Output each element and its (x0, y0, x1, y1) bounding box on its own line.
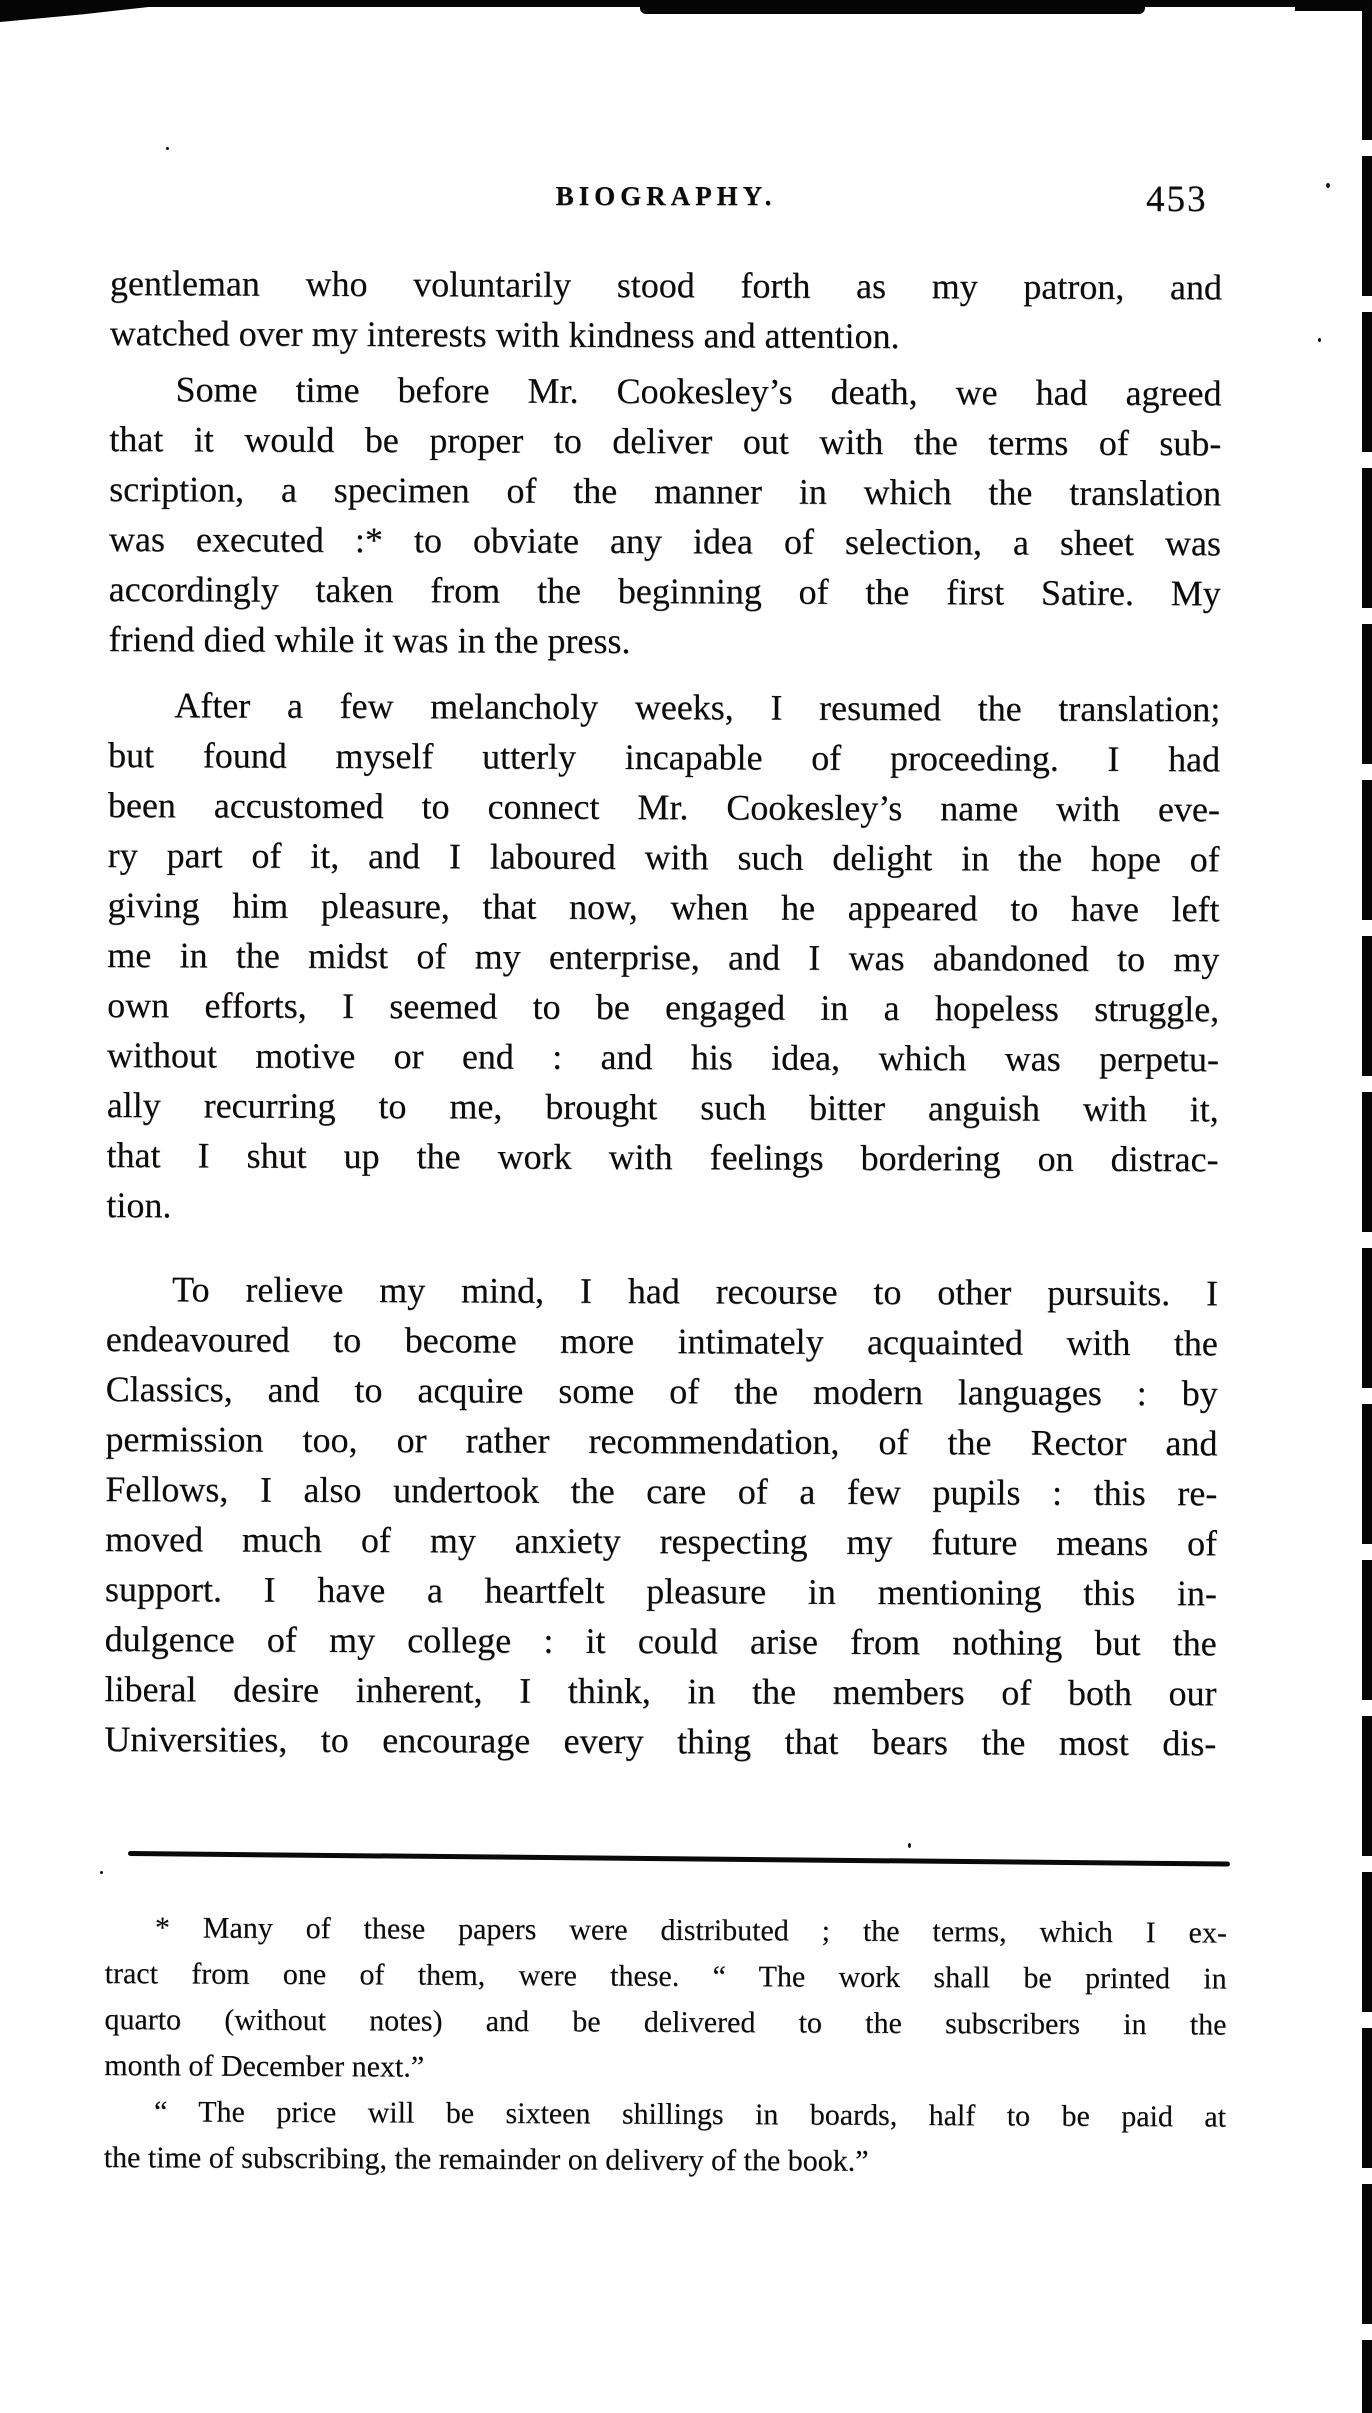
body-line: permission too, or rather recommendation, of the Rector and (105, 1418, 1218, 1464)
body-line: giving him pleasure, that now, when he appeared to have left (107, 884, 1220, 930)
body-line: gentleman who voluntarily stood forth as my patron, and (109, 262, 1222, 308)
ink-speck (908, 1843, 911, 1848)
paragraph (110, 258, 1222, 362)
body-line: own efforts, I seemed to be engaged in a hopeless struggle, (107, 984, 1220, 1030)
body-line: that it would be proper to deliver out with the terms of sub- (109, 418, 1222, 464)
footnote-paragraph (104, 1905, 1227, 2094)
body-line: support. I have a heartfelt pleasure in mentioning this in- (104, 1568, 1217, 1614)
footnote-line: “ The price will be sixteen shillings in boards, half to be paid at (153, 2095, 1227, 2134)
body-line: without motive or end : and his idea, which was perpetu- (106, 1034, 1220, 1080)
body-line: dulgence of my college : it could arise from nothing but the (104, 1618, 1217, 1664)
body-line: To relieve my mind, I had recourse to other pursuits. I (171, 1269, 1219, 1314)
ink-speck (1318, 338, 1321, 342)
body-line: Fellows, I also undertook the care of a few pupils : this re- (105, 1468, 1218, 1514)
footnote-line: the time of subscribing, the remainder on delivery of the book.” (103, 2140, 869, 2178)
ink-speck (166, 147, 169, 150)
body-line: but found myself utterly incapable of proceeding. I had (108, 734, 1221, 780)
body-line: scription, a specimen of the manner in which the translation (109, 468, 1222, 514)
body-line: ry part of it, and I laboured with such delight in the hope of (107, 834, 1220, 880)
footnote-line: * Many of these papers were distributed ; the terms, which I ex- (154, 1911, 1227, 1950)
footnote-line: quarto (without notes) and be delivered to the subscribers in the (104, 2002, 1227, 2042)
page-number: 453 (1146, 179, 1208, 220)
body-line: watched over my interests with kindness and attention. (109, 312, 900, 357)
body-line: Classics, and to acquire some of the modern languages : by (105, 1368, 1218, 1414)
body-line: moved much of my anxiety respecting my future means of (105, 1518, 1218, 1564)
scan-edge-top-right (1295, 0, 1372, 11)
body-line: was executed :* to obviate any idea of selection, a sheet was (108, 518, 1221, 564)
ink-speck (1326, 183, 1330, 188)
footnote-rule (128, 1851, 1230, 1867)
body-line: endeavoured to become more intimately acquainted with the (105, 1318, 1218, 1364)
scan-edge-right (1362, 0, 1372, 2413)
body-line: liberal desire inherent, I think, in the members of both our (104, 1668, 1217, 1714)
body-line: accordingly taken from the beginning of the first Satire. My (108, 568, 1221, 614)
body-line: been accustomed to connect Mr. Cookesley’s name with eve- (107, 784, 1220, 830)
body-line: me in the midst of my enterprise, and I was abandoned to my (107, 934, 1220, 980)
body-line: Some time before Mr. Cookesley’s death, we had agreed (175, 369, 1222, 414)
body-line: friend died while it was in the press. (108, 618, 631, 662)
paragraph (104, 1264, 1218, 1768)
body-line: ally recurring to me, brought such bitter anguish with it, (106, 1084, 1219, 1130)
footnote-line: tract from one of them, were these. “ The work shall be printed in (104, 1956, 1227, 1996)
footnote-line: month of December next.” (104, 2048, 425, 2084)
scan-edge-top-left (0, 0, 152, 22)
paragraph (108, 364, 1221, 668)
body-line: Universities, to encourage every thing that bears the most dis- (104, 1718, 1217, 1764)
footnote-paragraph (104, 2089, 1226, 2186)
body-text (104, 258, 1222, 1768)
running-head: BIOGRAPHY. (555, 181, 777, 211)
footnote (104, 1905, 1227, 2186)
body-line: After a few melancholy weeks, I resumed the translation; (174, 685, 1221, 730)
scan-edge-top-thick (640, 0, 1145, 14)
paragraph (106, 680, 1220, 1234)
body-line: that I shut up the work with feelings bordering on distrac- (106, 1134, 1219, 1180)
ink-speck (100, 1871, 103, 1874)
body-line: tion. (106, 1184, 172, 1226)
